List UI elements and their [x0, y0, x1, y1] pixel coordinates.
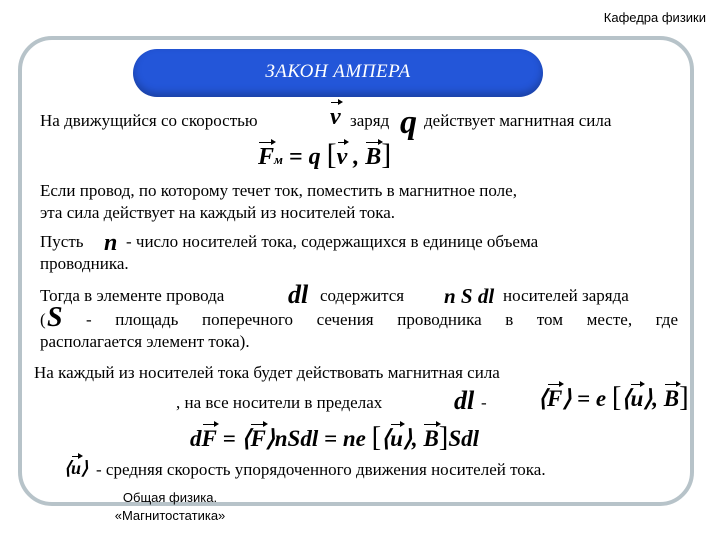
footer-caption: [80, 489, 260, 525]
text-line6c: носителей заряда: [503, 286, 629, 305]
text-line2: Если провод, по которому течет ток, поместить в магнитное поле,: [40, 181, 517, 200]
text-line1c: действует магнитная сила: [424, 111, 612, 130]
formula-lorentz-force: Fм = q [v , B]: [258, 138, 392, 171]
slide-title: ЗАКОН АМПЕРА: [265, 61, 411, 82]
symbol-S: S: [47, 302, 63, 333]
text-line7a: (: [40, 310, 46, 329]
symbol-dl-2: dl: [454, 386, 475, 415]
text-line6a: Тогда в элементе провода: [40, 286, 225, 305]
text-line11: - средняя скорость упорядоченного движения носителей тока.: [96, 460, 546, 479]
footer-line1: Общая физика.: [122, 490, 218, 505]
symbol-u-avg: ⟨u⟩: [64, 458, 89, 478]
formula-average-force: ⟨F⟩ = e [⟨u⟩, B]: [538, 381, 689, 413]
text-line10b: -: [481, 393, 487, 412]
symbol-v: v: [330, 104, 341, 130]
footer-line2: «Магнитостатика»: [114, 508, 226, 523]
text-line5: проводника.: [40, 254, 129, 273]
text-line8: располагается элемент тока).: [40, 332, 250, 351]
symbol-dl: dl: [288, 280, 309, 309]
text-line10a: , на все носители в пределах: [176, 393, 383, 412]
text-line6b: содержится: [320, 286, 405, 305]
text-line7b: - площадь поперечного сечения проводника в том месте, где: [86, 310, 678, 329]
text-line1b: заряд: [350, 111, 390, 130]
text-line3: эта сила действует на каждый из носителей тока.: [40, 203, 396, 222]
text-line4b: - число носителей тока, содержащихся в единице объема: [126, 232, 539, 251]
text-line4a: Пусть: [40, 232, 84, 251]
text-line9: На каждый из носителей тока будет действовать магнитная сила: [34, 363, 500, 382]
formula-ampere-force: dF = ⟨F⟩nSdl = ne [⟨u⟩, B]Sdl: [190, 421, 480, 453]
symbol-q: q: [400, 104, 417, 141]
symbol-nSdl: n S dl: [444, 284, 495, 308]
text-line1a: На движущийся со скоростью: [40, 111, 258, 130]
symbol-n: n: [104, 230, 118, 256]
title-banner: [133, 49, 543, 97]
department-label: Кафедра физики: [603, 10, 706, 25]
